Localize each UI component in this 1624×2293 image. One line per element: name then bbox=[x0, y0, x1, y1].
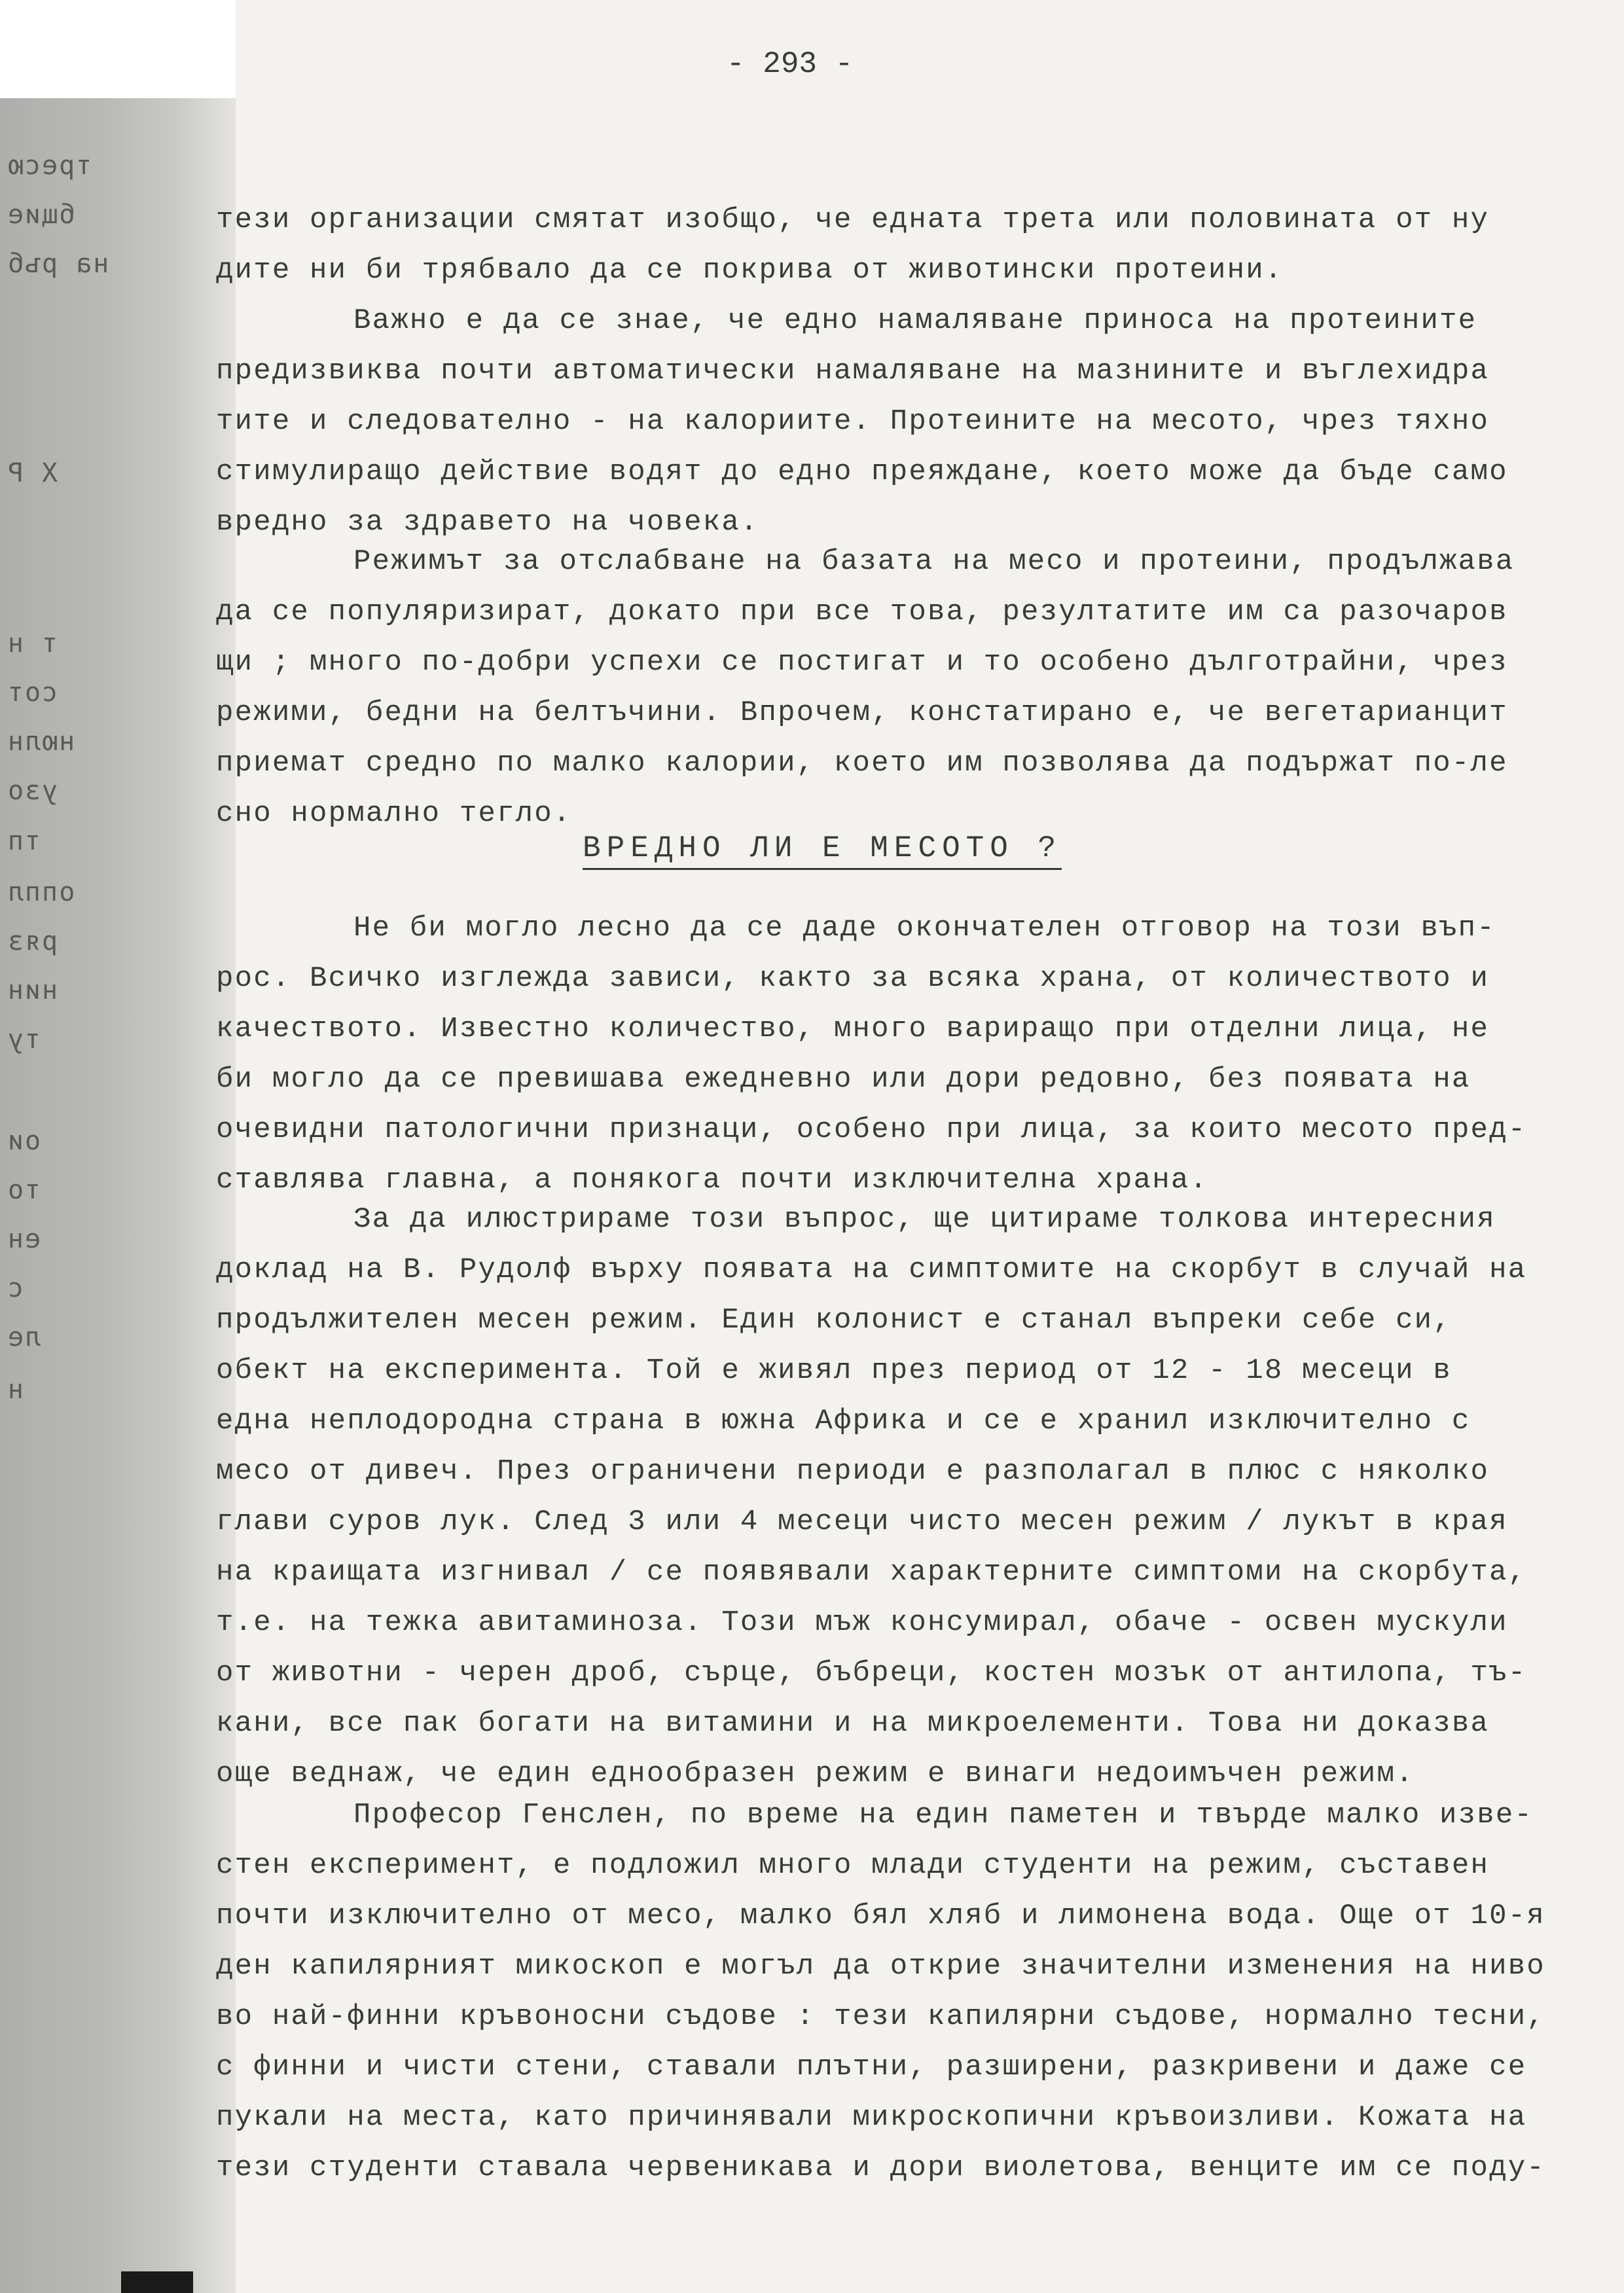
text-line: предизвиква почти автоматически намаляване на мазнините и въглехидра bbox=[216, 355, 1490, 388]
paragraph bbox=[216, 1195, 1578, 1799]
paragraph bbox=[216, 296, 1578, 548]
bleed-fragment: сот bbox=[7, 677, 58, 708]
text-line: щи ; много по-добри успехи се постигат и то особено дълготрайни, чрез bbox=[216, 646, 1508, 679]
text-line: глави суров лук. След 3 или 4 месеци чисто месен режим / лукът в края bbox=[216, 1506, 1508, 1538]
page-corner bbox=[0, 0, 236, 98]
text-line: стен експеримент, е подложил много млади студенти на режим, съставен bbox=[216, 1849, 1490, 1882]
text-line: Режимът за отслабване на базата на месо и протеини, продължава bbox=[353, 545, 1515, 578]
text-line: приемат средно по малко калории, което им позволява да подържат по-ле bbox=[216, 747, 1508, 780]
bleed-fragment: ои bbox=[7, 1126, 41, 1156]
text-line: очевидни патологични признаци, особено при лица, за които месото пред- bbox=[216, 1113, 1527, 1146]
bleed-fragment: бщие bbox=[7, 200, 75, 230]
text-line: Професор Генслен, по време на един паметен и твърде малко изве- bbox=[353, 1799, 1534, 1832]
bleed-fragment: ту bbox=[7, 1024, 41, 1055]
text-line: още веднаж, че един еднообразен режим е винаги недоимъчен режим. bbox=[216, 1758, 1415, 1790]
text-line: во най-финни кръвоносни съдове : тези капилярни съдове, нормално тесни, bbox=[216, 2000, 1545, 2033]
text-line: продължителен месен режим. Един колонист е станал въпреки себе си, bbox=[216, 1304, 1452, 1337]
text-line: обект на експеримента. Той е живял през период от 12 - 18 месеци в bbox=[216, 1354, 1452, 1387]
text-line: стимулиращо действие водят до едно преяждане, което може да бъде само bbox=[216, 456, 1508, 488]
bleed-fragment: ряз bbox=[7, 926, 58, 956]
text-line: дите ни би трябвало да се покрива от животински протеини. bbox=[216, 254, 1284, 287]
bleed-fragment: с bbox=[7, 1273, 24, 1303]
bleed-fragment: узо bbox=[7, 776, 58, 806]
bleed-fragment: оппл bbox=[7, 877, 75, 907]
bleed-fragment: то bbox=[7, 1175, 41, 1205]
paragraph bbox=[216, 537, 1578, 839]
text-line: ден капилярният микоскоп е могъл да открие значителни изменения на ниво bbox=[216, 1950, 1545, 1983]
text-line: една неплодородна страна в южна Африка и се е хранил изключително с bbox=[216, 1405, 1471, 1437]
bleed-fragment: нин bbox=[7, 975, 58, 1005]
text-line: ставлява главна, а понякога почти изключителна храна. bbox=[216, 1164, 1209, 1197]
bleed-fragment: нюлн bbox=[7, 727, 75, 757]
section-heading: ВРЕДНО ЛИ Е МЕСОТО ? bbox=[583, 831, 1062, 870]
text-line: тези организации смятат изобщо, че едната трета или половината от ну bbox=[216, 204, 1490, 236]
text-line: месо от дивеч. През ограничени периоди е разполагал в плюс с няколко bbox=[216, 1455, 1490, 1488]
page-number: - 293 - bbox=[727, 47, 854, 81]
text-line: тези студенти ставала червеникава и дори виолетова, венците им се поду- bbox=[216, 2152, 1545, 2184]
text-line: вредно за здравето на човека. bbox=[216, 506, 759, 539]
bleed-fragment: тресю bbox=[7, 151, 92, 181]
text-line: сно нормално тегло. bbox=[216, 797, 572, 830]
text-line: на краищата изгнивал / се появявали характерните симптоми на скорбута, bbox=[216, 1556, 1527, 1589]
text-line: Не би могло лесно да се даде окончателен отговор на този въп- bbox=[353, 912, 1496, 945]
text-line: кани, все пак богати на витамини и на микроелементи. Това ни доказва bbox=[216, 1707, 1490, 1740]
text-line: да се популяризират, докато при все това, резултатите им са разочаров bbox=[216, 596, 1508, 628]
text-line: от животни - черен дроб, сърце, бъбреци, костен мозък от антилопа, тъ- bbox=[216, 1657, 1527, 1689]
bleed-fragment: т н bbox=[7, 628, 58, 659]
text-line: доклад на В. Рудолф върху появата на симптомите на скорбут в случай на bbox=[216, 1254, 1527, 1286]
paragraph bbox=[216, 1790, 1578, 2194]
bleed-fragment: н bbox=[7, 1375, 24, 1405]
bleed-fragment: Х Р bbox=[7, 458, 58, 488]
text-line: рос. Всичко изглежда зависи, както за всяка храна, от количеството и bbox=[216, 962, 1490, 995]
paragraph bbox=[216, 195, 1578, 296]
bleed-fragment: ле bbox=[7, 1322, 41, 1352]
bleed-fragment: тп bbox=[7, 826, 41, 856]
text-line: тите и следователно - на калориите. Протеините на месото, чрез тяхно bbox=[216, 405, 1490, 438]
text-line: почти изключително от месо, малко бял хляб и лимонена вода. Още от 10-я bbox=[216, 1900, 1545, 1932]
text-line: Важно е да се знае, че едно намаляване приноса на протеините bbox=[353, 304, 1477, 337]
text-line: т.е. на тежка авитаминоза. Този мъж консумирал, обаче - освен мускули bbox=[216, 1606, 1508, 1639]
text-line: с финни и чисти стени, ставали плътни, разширени, разкривени и даже се bbox=[216, 2051, 1527, 2084]
text-line: пукали на места, като причинявали микроскопични кръвоизливи. Кожата на bbox=[216, 2101, 1527, 2134]
paragraph bbox=[216, 903, 1578, 1206]
text-line: би могло да се превишава ежедневно или дори редовно, без появата на bbox=[216, 1063, 1471, 1096]
text-line: качеството. Известно количество, много вариращо при отделни лица, не bbox=[216, 1013, 1490, 1045]
bleed-fragment: ен bbox=[7, 1224, 41, 1254]
bleed-fragment: на ръб bbox=[7, 249, 109, 279]
scan-edge-mark bbox=[121, 2271, 193, 2293]
text-line: режими, бедни на белтъчини. Впрочем, констатирано е, че вегетарианцит bbox=[216, 696, 1508, 729]
text-line: За да илюстрираме този въпрос, ще цитираме толкова интересния bbox=[353, 1203, 1496, 1236]
